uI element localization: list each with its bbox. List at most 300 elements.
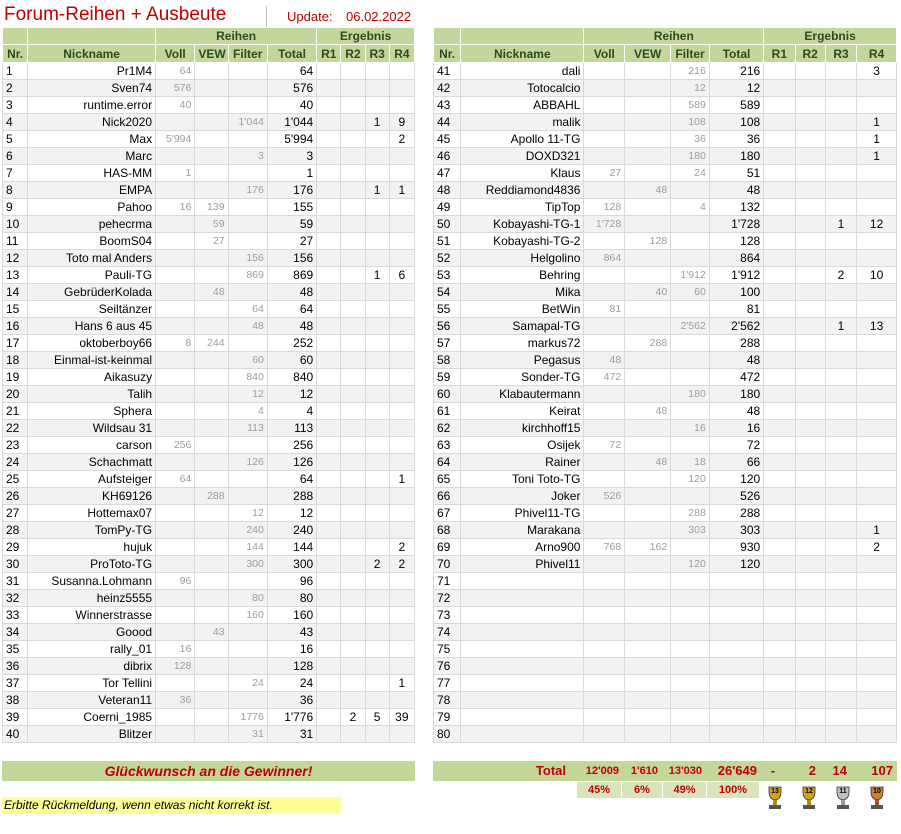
row-r1	[764, 284, 795, 301]
row-r4	[389, 607, 414, 624]
row-total: 27	[267, 233, 316, 250]
row-nr: 67	[434, 505, 461, 522]
row-r2	[341, 505, 365, 522]
row-nr: 23	[3, 437, 28, 454]
header-nr: Nr.	[3, 45, 28, 63]
row-r2	[341, 675, 365, 692]
row-total	[709, 573, 763, 590]
row-nickname: Phivel11-TG	[461, 505, 584, 522]
row-total: 930	[709, 539, 763, 556]
row-voll	[584, 590, 625, 607]
row-nr: 69	[434, 539, 461, 556]
row-r2	[795, 199, 825, 216]
row-r3: 1	[825, 216, 856, 233]
row-nr: 30	[3, 556, 28, 573]
row-nickname: Keirat	[461, 403, 584, 420]
row-nr: 56	[434, 318, 461, 335]
row-r3	[365, 80, 389, 97]
row-r3	[365, 233, 389, 250]
row-r3	[365, 675, 389, 692]
total-filter: 13'030	[668, 765, 702, 777]
row-total: 12	[267, 386, 316, 403]
row-r1	[764, 624, 795, 641]
row-r4	[857, 726, 897, 743]
row-r4	[389, 488, 414, 505]
row-nickname: Phivel11	[461, 556, 584, 573]
table-row	[3, 386, 415, 403]
table-body-right	[434, 63, 897, 743]
row-voll	[584, 692, 625, 709]
row-r2	[795, 63, 825, 80]
table-row	[434, 556, 897, 573]
row-r4	[389, 63, 414, 80]
table-row	[434, 97, 897, 114]
row-total: 59	[267, 216, 316, 233]
row-voll: 768	[584, 539, 625, 556]
row-r1	[317, 148, 341, 165]
trophy-label: 10	[873, 788, 881, 795]
table-row	[3, 573, 415, 590]
header-voll: Voll	[584, 45, 625, 63]
row-r2	[341, 692, 365, 709]
row-nr: 28	[3, 522, 28, 539]
table-row	[3, 539, 415, 556]
row-r3	[825, 420, 856, 437]
row-total: 144	[267, 539, 316, 556]
row-r2	[795, 471, 825, 488]
table-row	[434, 284, 897, 301]
row-r2	[795, 675, 825, 692]
row-r1	[317, 641, 341, 658]
row-voll	[584, 267, 625, 284]
row-r4	[389, 692, 414, 709]
header-total: Total	[267, 45, 316, 63]
row-voll	[584, 80, 625, 97]
row-total	[709, 675, 763, 692]
table-row	[3, 624, 415, 641]
row-nr: 55	[434, 301, 461, 318]
row-r2	[341, 199, 365, 216]
row-filter: 216	[671, 63, 710, 80]
row-total: 24	[267, 675, 316, 692]
row-r2	[341, 403, 365, 420]
row-nr: 17	[3, 335, 28, 352]
row-r2	[795, 233, 825, 250]
row-nickname: Toto mal Anders	[28, 250, 156, 267]
row-nr: 38	[3, 692, 28, 709]
row-r2	[795, 386, 825, 403]
row-r3	[365, 607, 389, 624]
row-total: 36	[709, 131, 763, 148]
row-r3	[365, 624, 389, 641]
row-r4	[389, 726, 414, 743]
row-vew	[625, 420, 671, 437]
row-nr: 40	[3, 726, 28, 743]
row-r2	[341, 148, 365, 165]
row-total: 128	[267, 658, 316, 675]
row-r1	[764, 301, 795, 318]
row-r3	[365, 471, 389, 488]
row-voll	[156, 726, 195, 743]
row-r1	[317, 607, 341, 624]
row-voll	[584, 726, 625, 743]
row-voll	[156, 250, 195, 267]
row-filter	[228, 658, 267, 675]
header-r4: R4	[389, 45, 414, 63]
table-row	[434, 675, 897, 692]
row-voll	[156, 607, 195, 624]
row-nickname	[461, 692, 584, 709]
row-nr: 70	[434, 556, 461, 573]
row-r1	[317, 624, 341, 641]
row-filter	[228, 471, 267, 488]
table-row	[3, 437, 415, 454]
row-voll	[584, 233, 625, 250]
row-filter	[228, 199, 267, 216]
row-filter: 1'912	[671, 267, 710, 284]
row-nickname: rally_01	[28, 641, 156, 658]
row-nr: 80	[434, 726, 461, 743]
row-filter: 144	[228, 539, 267, 556]
header-blank	[28, 28, 156, 45]
row-r1	[764, 573, 795, 590]
row-total: 300	[267, 556, 316, 573]
table-row	[434, 335, 897, 352]
row-total: 1'776	[267, 709, 316, 726]
row-vew: 48	[625, 454, 671, 471]
table-row	[434, 573, 897, 590]
row-r2	[341, 216, 365, 233]
row-nickname: Totocalcio	[461, 80, 584, 97]
row-r3: 1	[365, 114, 389, 131]
row-r2	[795, 267, 825, 284]
row-r4: 9	[389, 114, 414, 131]
row-nickname: Schachmatt	[28, 454, 156, 471]
row-vew	[625, 675, 671, 692]
row-r2	[795, 131, 825, 148]
row-r4: 10	[857, 267, 897, 284]
row-nickname	[461, 641, 584, 658]
row-nr: 15	[3, 301, 28, 318]
row-r4	[857, 352, 897, 369]
row-nr: 27	[3, 505, 28, 522]
row-vew	[625, 114, 671, 131]
participants-table-left	[2, 27, 415, 743]
row-nickname: BoomS04	[28, 233, 156, 250]
row-nickname: Susanna.Lohmann	[28, 573, 156, 590]
row-vew	[625, 165, 671, 182]
table-row	[3, 692, 415, 709]
row-total: 100	[709, 284, 763, 301]
row-nr: 63	[434, 437, 461, 454]
row-r4	[857, 165, 897, 182]
row-total: 66	[709, 454, 763, 471]
header-filter: Filter	[228, 45, 267, 63]
row-r2	[341, 369, 365, 386]
table-row	[3, 590, 415, 607]
participants-table-right	[433, 27, 897, 743]
row-vew	[195, 709, 228, 726]
row-vew	[195, 114, 228, 131]
row-voll: 27	[584, 165, 625, 182]
row-nickname: Hottemax07	[28, 505, 156, 522]
row-filter: 2'562	[671, 318, 710, 335]
row-r3	[825, 182, 856, 199]
row-nr: 75	[434, 641, 461, 658]
row-vew	[195, 505, 228, 522]
row-filter: 176	[228, 182, 267, 199]
row-r1	[317, 114, 341, 131]
row-r2	[795, 590, 825, 607]
row-r4	[857, 471, 897, 488]
row-nr: 57	[434, 335, 461, 352]
header-r3: R3	[825, 45, 856, 63]
row-nr: 46	[434, 148, 461, 165]
row-r4	[389, 641, 414, 658]
header-r4: R4	[857, 45, 897, 63]
table-row	[434, 590, 897, 607]
row-total: 132	[709, 199, 763, 216]
row-total: 80	[267, 590, 316, 607]
row-r1	[764, 216, 795, 233]
row-nr: 6	[3, 148, 28, 165]
row-r4	[389, 505, 414, 522]
row-vew: 48	[625, 182, 671, 199]
row-filter: 4	[228, 403, 267, 420]
row-total: 16	[709, 420, 763, 437]
row-vew: 162	[625, 539, 671, 556]
row-filter	[671, 590, 710, 607]
row-voll	[584, 556, 625, 573]
row-voll: 36	[156, 692, 195, 709]
row-nickname: Wildsau 31	[28, 420, 156, 437]
row-vew	[195, 420, 228, 437]
row-nickname: carson	[28, 437, 156, 454]
row-r4: 1	[857, 148, 897, 165]
row-r1	[764, 709, 795, 726]
row-nr: 53	[434, 267, 461, 284]
table-row	[3, 471, 415, 488]
table-row	[3, 233, 415, 250]
row-r4	[857, 437, 897, 454]
row-total	[709, 658, 763, 675]
row-nr: 44	[434, 114, 461, 131]
row-r1	[317, 131, 341, 148]
table-row	[434, 437, 897, 454]
row-r2	[795, 352, 825, 369]
row-r2	[341, 267, 365, 284]
row-nr: 72	[434, 590, 461, 607]
row-filter: 108	[671, 114, 710, 131]
row-r1	[317, 454, 341, 471]
row-r4: 39	[389, 709, 414, 726]
row-nr: 21	[3, 403, 28, 420]
row-r3	[365, 284, 389, 301]
row-nr: 16	[3, 318, 28, 335]
table-row	[3, 454, 415, 471]
row-vew: 128	[625, 233, 671, 250]
table-row	[434, 420, 897, 437]
row-voll	[584, 709, 625, 726]
row-filter	[671, 250, 710, 267]
row-nickname: heinz5555	[28, 590, 156, 607]
row-nickname	[461, 726, 584, 743]
row-nickname	[461, 573, 584, 590]
row-nickname: markus72	[461, 335, 584, 352]
row-nr: 19	[3, 369, 28, 386]
row-total: 113	[267, 420, 316, 437]
row-r4: 6	[389, 267, 414, 284]
row-total: 864	[709, 250, 763, 267]
row-vew	[625, 131, 671, 148]
row-r2	[341, 250, 365, 267]
row-vew	[195, 556, 228, 573]
row-vew	[625, 352, 671, 369]
row-r3	[365, 420, 389, 437]
totals-row	[433, 761, 897, 781]
row-vew	[625, 216, 671, 233]
update-label: Update:	[287, 9, 333, 24]
row-nr: 11	[3, 233, 28, 250]
table-row	[434, 199, 897, 216]
row-total: 256	[267, 437, 316, 454]
row-voll	[584, 403, 625, 420]
totals-label: Total	[535, 763, 566, 778]
row-nickname: dibrix	[28, 658, 156, 675]
row-vew	[195, 692, 228, 709]
row-nickname: Blitzer	[28, 726, 156, 743]
row-voll	[156, 709, 195, 726]
row-r3	[365, 573, 389, 590]
row-voll: 16	[156, 199, 195, 216]
row-nr: 26	[3, 488, 28, 505]
row-r4	[389, 233, 414, 250]
row-r3	[365, 369, 389, 386]
total-total: 26'649	[717, 763, 757, 778]
row-nickname: oktoberboy66	[28, 335, 156, 352]
row-r3	[365, 522, 389, 539]
row-r1	[764, 505, 795, 522]
row-total: 1'728	[709, 216, 763, 233]
row-total: 64	[267, 471, 316, 488]
row-nr: 43	[434, 97, 461, 114]
row-total: 64	[267, 63, 316, 80]
row-r4	[857, 182, 897, 199]
row-total: 48	[709, 352, 763, 369]
row-nr: 7	[3, 165, 28, 182]
row-vew	[625, 641, 671, 658]
row-r4: 2	[389, 131, 414, 148]
row-r4	[857, 301, 897, 318]
row-vew	[195, 403, 228, 420]
row-filter: 36	[671, 131, 710, 148]
row-r3	[825, 471, 856, 488]
row-nr: 54	[434, 284, 461, 301]
table-row	[434, 182, 897, 199]
row-voll: 48	[584, 352, 625, 369]
trophy-label: 12	[805, 788, 813, 795]
table-row	[434, 488, 897, 505]
row-r2	[341, 726, 365, 743]
row-total: 160	[267, 607, 316, 624]
row-total: 43	[267, 624, 316, 641]
row-nickname: hujuk	[28, 539, 156, 556]
row-voll	[584, 420, 625, 437]
row-nickname: Tor Tellini	[28, 675, 156, 692]
row-nickname: Helgolino	[461, 250, 584, 267]
row-total: 48	[267, 284, 316, 301]
row-nickname: Mika	[461, 284, 584, 301]
row-nickname	[461, 624, 584, 641]
row-nickname: Sven74	[28, 80, 156, 97]
pct-vew: 6%	[622, 782, 662, 798]
table-row	[434, 403, 897, 420]
row-r2	[795, 488, 825, 505]
row-nr: 41	[434, 63, 461, 80]
row-r2	[341, 97, 365, 114]
row-vew	[625, 318, 671, 335]
row-voll	[584, 131, 625, 148]
row-r3	[825, 675, 856, 692]
row-r4	[857, 199, 897, 216]
row-total: 16	[267, 641, 316, 658]
row-voll	[156, 675, 195, 692]
row-r3	[825, 63, 856, 80]
row-nickname: HAS-MM	[28, 165, 156, 182]
row-vew	[195, 165, 228, 182]
row-total: 288	[709, 335, 763, 352]
row-r3	[365, 335, 389, 352]
row-vew	[195, 131, 228, 148]
row-vew	[625, 726, 671, 743]
row-total: 51	[709, 165, 763, 182]
row-filter	[671, 692, 710, 709]
row-r4	[389, 573, 414, 590]
table-row	[434, 131, 897, 148]
row-vew	[195, 386, 228, 403]
row-r3: 2	[365, 556, 389, 573]
row-voll	[156, 216, 195, 233]
row-filter: 18	[671, 454, 710, 471]
row-r3	[825, 369, 856, 386]
table-row	[3, 607, 415, 624]
row-r4	[389, 301, 414, 318]
row-r3: 5	[365, 709, 389, 726]
row-r2	[795, 505, 825, 522]
row-r4	[389, 403, 414, 420]
row-r4: 1	[857, 114, 897, 131]
row-vew	[195, 471, 228, 488]
row-filter	[228, 488, 267, 505]
row-r4	[857, 454, 897, 471]
row-voll	[584, 607, 625, 624]
row-nr: 62	[434, 420, 461, 437]
row-r2	[341, 80, 365, 97]
row-r1	[317, 556, 341, 573]
row-nr: 77	[434, 675, 461, 692]
row-voll	[584, 335, 625, 352]
row-nickname: Coerni_1985	[28, 709, 156, 726]
row-r4	[389, 318, 414, 335]
row-r1	[764, 148, 795, 165]
row-nr: 49	[434, 199, 461, 216]
row-total: 589	[709, 97, 763, 114]
row-nr: 59	[434, 369, 461, 386]
row-r1	[764, 488, 795, 505]
row-voll	[584, 522, 625, 539]
row-total: 1'044	[267, 114, 316, 131]
row-vew	[195, 318, 228, 335]
